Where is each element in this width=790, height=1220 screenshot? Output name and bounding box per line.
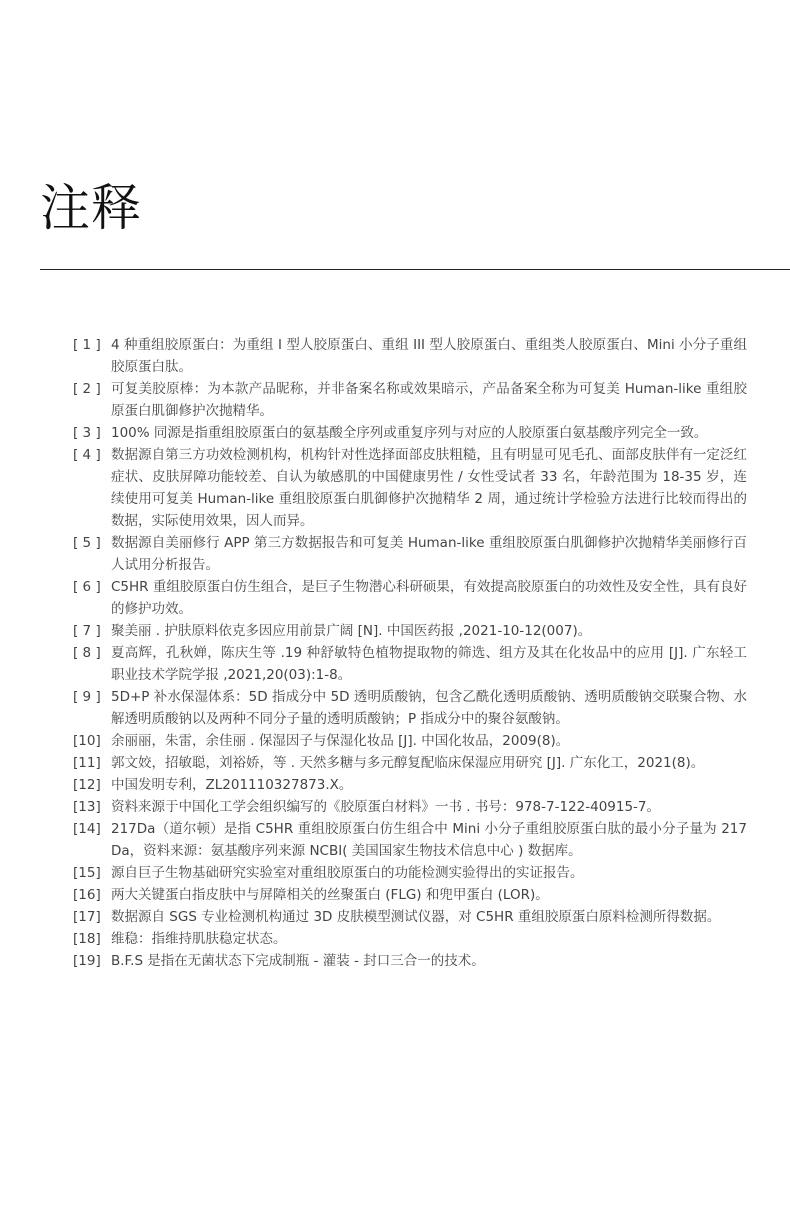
note-number: [14] — [73, 821, 101, 837]
note-item-17 — [73, 906, 747, 928]
note-text: 余丽丽，朱雷，余佳丽 . 保湿因子与保湿化妆品 [J]. 中国化妆品，2009(8)。 — [111, 733, 570, 749]
note-text: 资料来源于中国化工学会组织编写的《胶原蛋白材料》一书 . 书号：978-7-122-40915-7。 — [111, 799, 661, 815]
note-number: [16] — [73, 887, 101, 903]
note-item-4 — [73, 444, 747, 532]
page-title: 注释 — [40, 179, 142, 237]
note-text: 数据源自 SGS 专业检测机构通过 3D 皮肤模型测试仪器，对 C5HR 重组胶原蛋白原料检测所得数据。 — [111, 909, 721, 925]
note-number: [ 5 ] — [73, 535, 101, 551]
note-text: 可复美胶原棒：为本款产品昵称，并非备案名称或效果暗示，产品备案全称为可复美 Human-like 重组胶原蛋白肌御修护次抛精华。 — [111, 381, 747, 419]
note-number: [ 2 ] — [73, 381, 101, 397]
note-item-18 — [73, 928, 747, 950]
note-item-11 — [73, 752, 747, 774]
note-item-13 — [73, 796, 747, 818]
note-number: [19] — [73, 953, 101, 969]
note-number: [ 4 ] — [73, 447, 101, 463]
note-text: 聚美丽 . 护肤原料依克多因应用前景广阔 [N]. 中国医药报 ,2021-10-12(007)。 — [111, 623, 592, 639]
note-item-8 — [73, 642, 747, 686]
note-item-12 — [73, 774, 747, 796]
note-number: [ 1 ] — [73, 337, 101, 353]
note-item-3 — [73, 422, 747, 444]
note-number: [ 7 ] — [73, 623, 101, 639]
note-item-9 — [73, 686, 747, 730]
note-item-10 — [73, 730, 747, 752]
note-text: 100% 同源是指重组胶原蛋白的氨基酸全序列或重复序列与对应的人胶原蛋白氨基酸序列完全一致。 — [111, 425, 708, 441]
note-item-14 — [73, 818, 747, 862]
note-item-6 — [73, 576, 747, 620]
note-text: 两大关键蛋白指皮肤中与屏障相关的丝聚蛋白 (FLG) 和兜甲蛋白 (LOR)。 — [111, 887, 549, 903]
note-number: [15] — [73, 865, 101, 881]
note-number: [17] — [73, 909, 101, 925]
note-text: 源自巨子生物基础研究实验室对重组胶原蛋白的功能检测实验得出的实证报告。 — [111, 865, 584, 881]
note-text: 217Da（道尔顿）是指 C5HR 重组胶原蛋白仿生组合中 Mini 小分子重组胶原蛋白肽的最小分子量为 217Da，资料来源：氨基酸序列来源 NCBI( 美国国家生物技术信息中心 ) 数据库。 — [111, 821, 747, 859]
note-item-5 — [73, 532, 747, 576]
note-item-16 — [73, 884, 747, 906]
note-number: [ 3 ] — [73, 425, 101, 441]
note-text: 4 种重组胶原蛋白：为重组 I 型人胶原蛋白、重组 III 型人胶原蛋白、重组类人胶原蛋白、Mini 小分子重组胶原蛋白肽。 — [111, 337, 747, 375]
note-text: 数据源自美丽修行 APP 第三方数据报告和可复美 Human-like 重组胶原蛋白肌御修护次抛精华美丽修行百人试用分析报告。 — [111, 535, 747, 573]
note-text: 数据源自第三方功效检测机构，机构针对性选择面部皮肤粗糙，且有明显可见毛孔、面部皮肤伴有一定泛红症状、皮肤屏障功能较差、自认为敏感肌的中国健康男性 / 女性受试者 33 名，年龄范围为 18-35 岁，连续使用可复美 Human-like 重组胶原蛋白肌御修护次抛精华 2 周，通过统计学检验方法进行比较而得出的数据，实际使用效果，因人而异。 — [111, 447, 747, 529]
note-number: [10] — [73, 733, 101, 749]
note-number: [12] — [73, 777, 101, 793]
note-item-7 — [73, 620, 747, 642]
note-text: 夏高辉，孔秋婵，陈庆生等 .19 种舒敏特色植物提取物的筛选、组方及其在化妆品中的应用 [J]. 广东轻工职业技术学院学报 ,2021,20(03):1-8。 — [111, 645, 747, 683]
note-number: [ 6 ] — [73, 579, 101, 595]
title-divider — [40, 269, 790, 270]
note-text: C5HR 重组胶原蛋白仿生组合，是巨子生物潜心科研硕果，有效提高胶原蛋白的功效性及安全性，具有良好的修护功效。 — [111, 579, 747, 617]
note-item-19 — [73, 950, 747, 972]
notes-list — [73, 334, 747, 972]
note-text: 维稳：指维持肌肤稳定状态。 — [111, 931, 287, 947]
note-number: [ 9 ] — [73, 689, 101, 705]
note-number: [ 8 ] — [73, 645, 101, 661]
note-number: [13] — [73, 799, 101, 815]
note-number: [18] — [73, 931, 101, 947]
note-text: 郭文姣，招敏聪，刘裕娇，等 . 天然多糖与多元醇复配临床保湿应用研究 [J]. 广东化工，2021(8)。 — [111, 755, 705, 771]
note-text: 5D+P 补水保湿体系：5D 指成分中 5D 透明质酸钠，包含乙酰化透明质酸钠、透明质酸钠交联聚合物、水解透明质酸钠以及两种不同分子量的透明质酸钠；P 指成分中的聚谷氨酸钠。 — [111, 689, 747, 727]
note-text: B.F.S 是指在无菌状态下完成制瓶 - 灌装 - 封口三合一的技术。 — [111, 953, 485, 969]
note-item-15 — [73, 862, 747, 884]
note-item-2 — [73, 378, 747, 422]
note-text: 中国发明专利，ZL201110327873.X。 — [111, 777, 353, 793]
note-item-1 — [73, 334, 747, 378]
note-number: [11] — [73, 755, 101, 771]
